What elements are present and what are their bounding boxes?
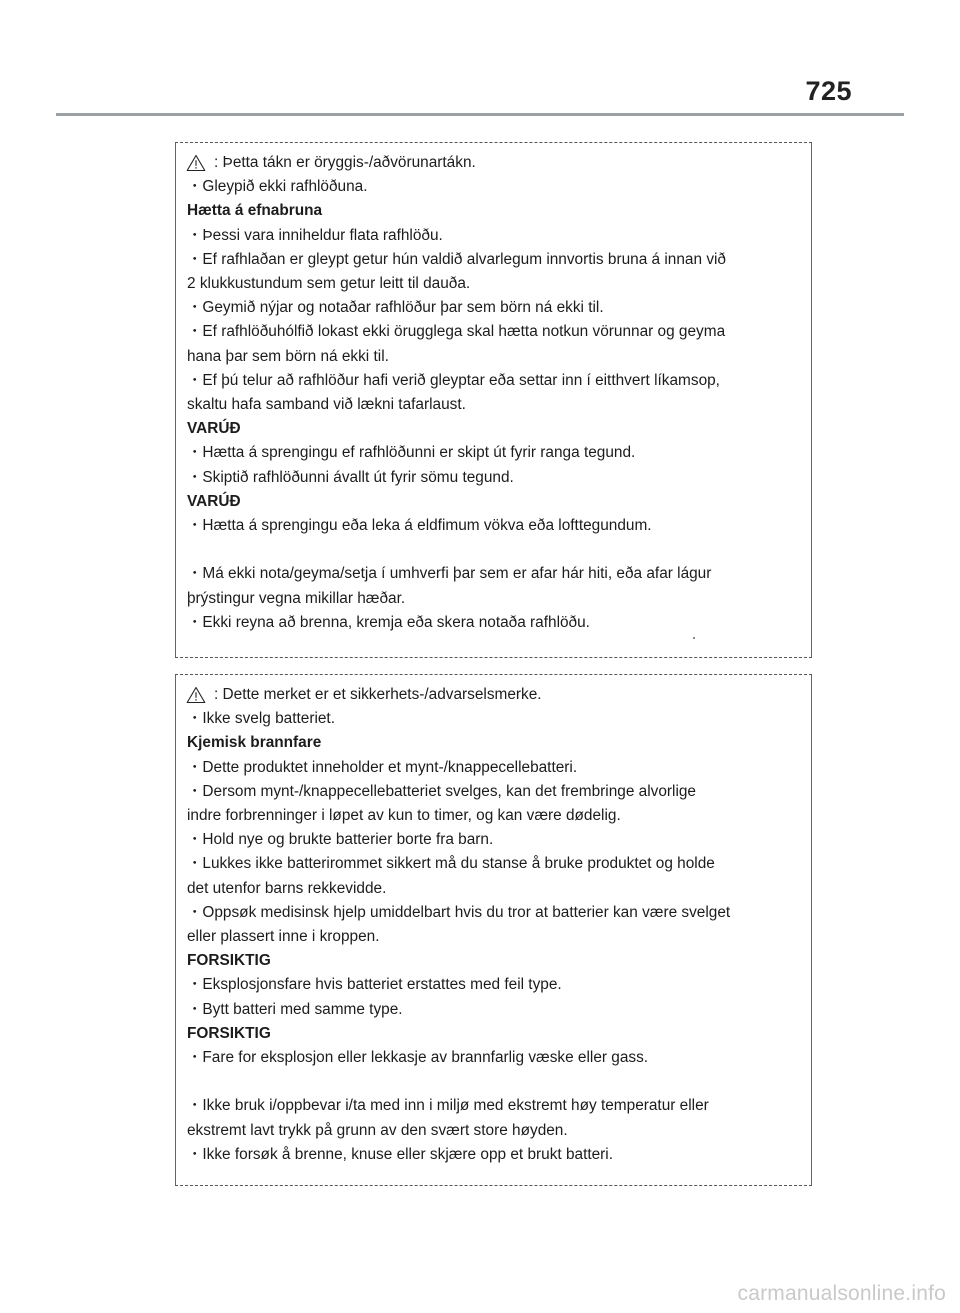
- norwegian-line: ・Dette produktet inneholder et mynt-/knappecellebatteri.: [187, 758, 578, 776]
- norwegian-caution-heading: FORSIKTIG: [187, 952, 271, 970]
- icelandic-line: ・Þessi vara inniheldur flata rafhlöðu.: [187, 226, 443, 244]
- icelandic-line: ・Ekki reyna að brenna, kremja eða skera notaða rafhlöðu.: [187, 613, 590, 631]
- header-rule: [56, 113, 904, 116]
- icelandic-line: ・Hætta á sprengingu eða leka á eldfimum vökva eða lofttegundum.: [187, 517, 652, 535]
- icelandic-line: þrýstingur vegna mikillar hæðar.: [187, 589, 406, 607]
- norwegian-line: ・Dersom mynt-/knappecellebatteriet svelges, kan det frembringe alvorlige: [187, 782, 696, 800]
- norwegian-line: ・Ikke svelg batteriet.: [187, 710, 335, 728]
- stray-dot: [693, 637, 695, 639]
- icelandic-line: hana þar sem börn ná ekki til.: [187, 347, 389, 365]
- icelandic-warning-box: [175, 142, 812, 658]
- icelandic-line: ・Ef rafhlaðan er gleypt getur hún valdið alvarlegum innvortis bruna á innan við: [187, 250, 726, 268]
- norwegian-line: ・Oppsøk medisinsk hjelp umiddelbart hvis du tror at batterier kan være svelget: [187, 903, 731, 921]
- icelandic-symbol-text: : Þetta tákn er öryggis-/aðvörunartákn.: [214, 154, 476, 171]
- icelandic-line: ・Ef rafhlöðuhólfið lokast ekki örugglega skal hætta notkun vörunnar og geyma: [187, 323, 726, 341]
- icelandic-line: ・Gleypið ekki rafhlöðuna.: [187, 178, 368, 196]
- icelandic-line: ・Geymið nýjar og notaðar rafhlöður þar sem börn ná ekki til.: [187, 299, 604, 317]
- norwegian-symbol-line: [187, 683, 801, 707]
- page-number: 725: [805, 76, 852, 106]
- icelandic-line: ・Má ekki nota/geyma/setja í umhverfi þar sem er afar hár hiti, eða afar lágur: [187, 565, 712, 583]
- norwegian-symbol-text: : Dette merket er et sikkerhets-/advarselsmerke.: [214, 686, 542, 703]
- icelandic-line: ・Hætta á sprengingu ef rafhlöðunni er skipt út fyrir ranga tegund.: [187, 444, 636, 462]
- icelandic-symbol-line: [187, 151, 801, 175]
- icelandic-line: 2 klukkustundum sem getur leitt til dauða.: [187, 275, 471, 293]
- norwegian-line: ・Ikke bruk i/oppbevar i/ta med inn i miljø med ekstremt høy temperatur eller: [187, 1097, 709, 1115]
- watermark: carmanualsonline.info: [737, 1282, 946, 1305]
- norwegian-line: ekstremt lavt trykk på grunn av den svært store høyden.: [187, 1121, 568, 1139]
- norwegian-blank-line: [187, 1070, 801, 1094]
- icelandic-caution-heading: VARÚÐ: [187, 420, 241, 438]
- norwegian-line: ・Bytt batteri med samme type.: [187, 1000, 403, 1018]
- norwegian-line: ・Ikke forsøk å brenne, knuse eller skjære opp et brukt batteri.: [187, 1145, 614, 1163]
- norwegian-line: ・Fare for eksplosjon eller lekkasje av brannfarlig væske eller gass.: [187, 1049, 649, 1067]
- warning-triangle-icon: [186, 686, 206, 704]
- warning-triangle-icon: [186, 154, 206, 172]
- icelandic-heading: Hætta á efnabruna: [187, 202, 323, 220]
- norwegian-line: det utenfor barns rekkevidde.: [187, 879, 387, 897]
- icelandic-caution-heading: VARÚÐ: [187, 492, 241, 510]
- norwegian-line: eller plassert inne i kroppen.: [187, 928, 380, 946]
- norwegian-line: ・Eksplosjonsfare hvis batteriet erstattes med feil type.: [187, 976, 562, 994]
- norwegian-heading: Kjemisk brannfare: [187, 734, 322, 752]
- norwegian-warning-box: [175, 674, 812, 1186]
- icelandic-line: ・Ef þú telur að rafhlöður hafi verið gleyptar eða settar inn í eitthvert líkamsop,: [187, 371, 720, 389]
- norwegian-caution-heading: FORSIKTIG: [187, 1024, 271, 1042]
- icelandic-line: skaltu hafa samband við lækni tafarlaust.: [187, 396, 466, 414]
- norwegian-line: ・Hold nye og brukte batterier borte fra barn.: [187, 831, 494, 849]
- norwegian-line: ・Lukkes ikke batterirommet sikkert må du stanse å bruke produktet og holde: [187, 855, 715, 873]
- icelandic-blank-line: [187, 538, 801, 562]
- icelandic-line: ・Skiptið rafhlöðunni ávallt út fyrir sömu tegund.: [187, 468, 514, 486]
- norwegian-line: indre forbrenninger i løpet av kun to timer, og kan være dødelig.: [187, 807, 621, 825]
